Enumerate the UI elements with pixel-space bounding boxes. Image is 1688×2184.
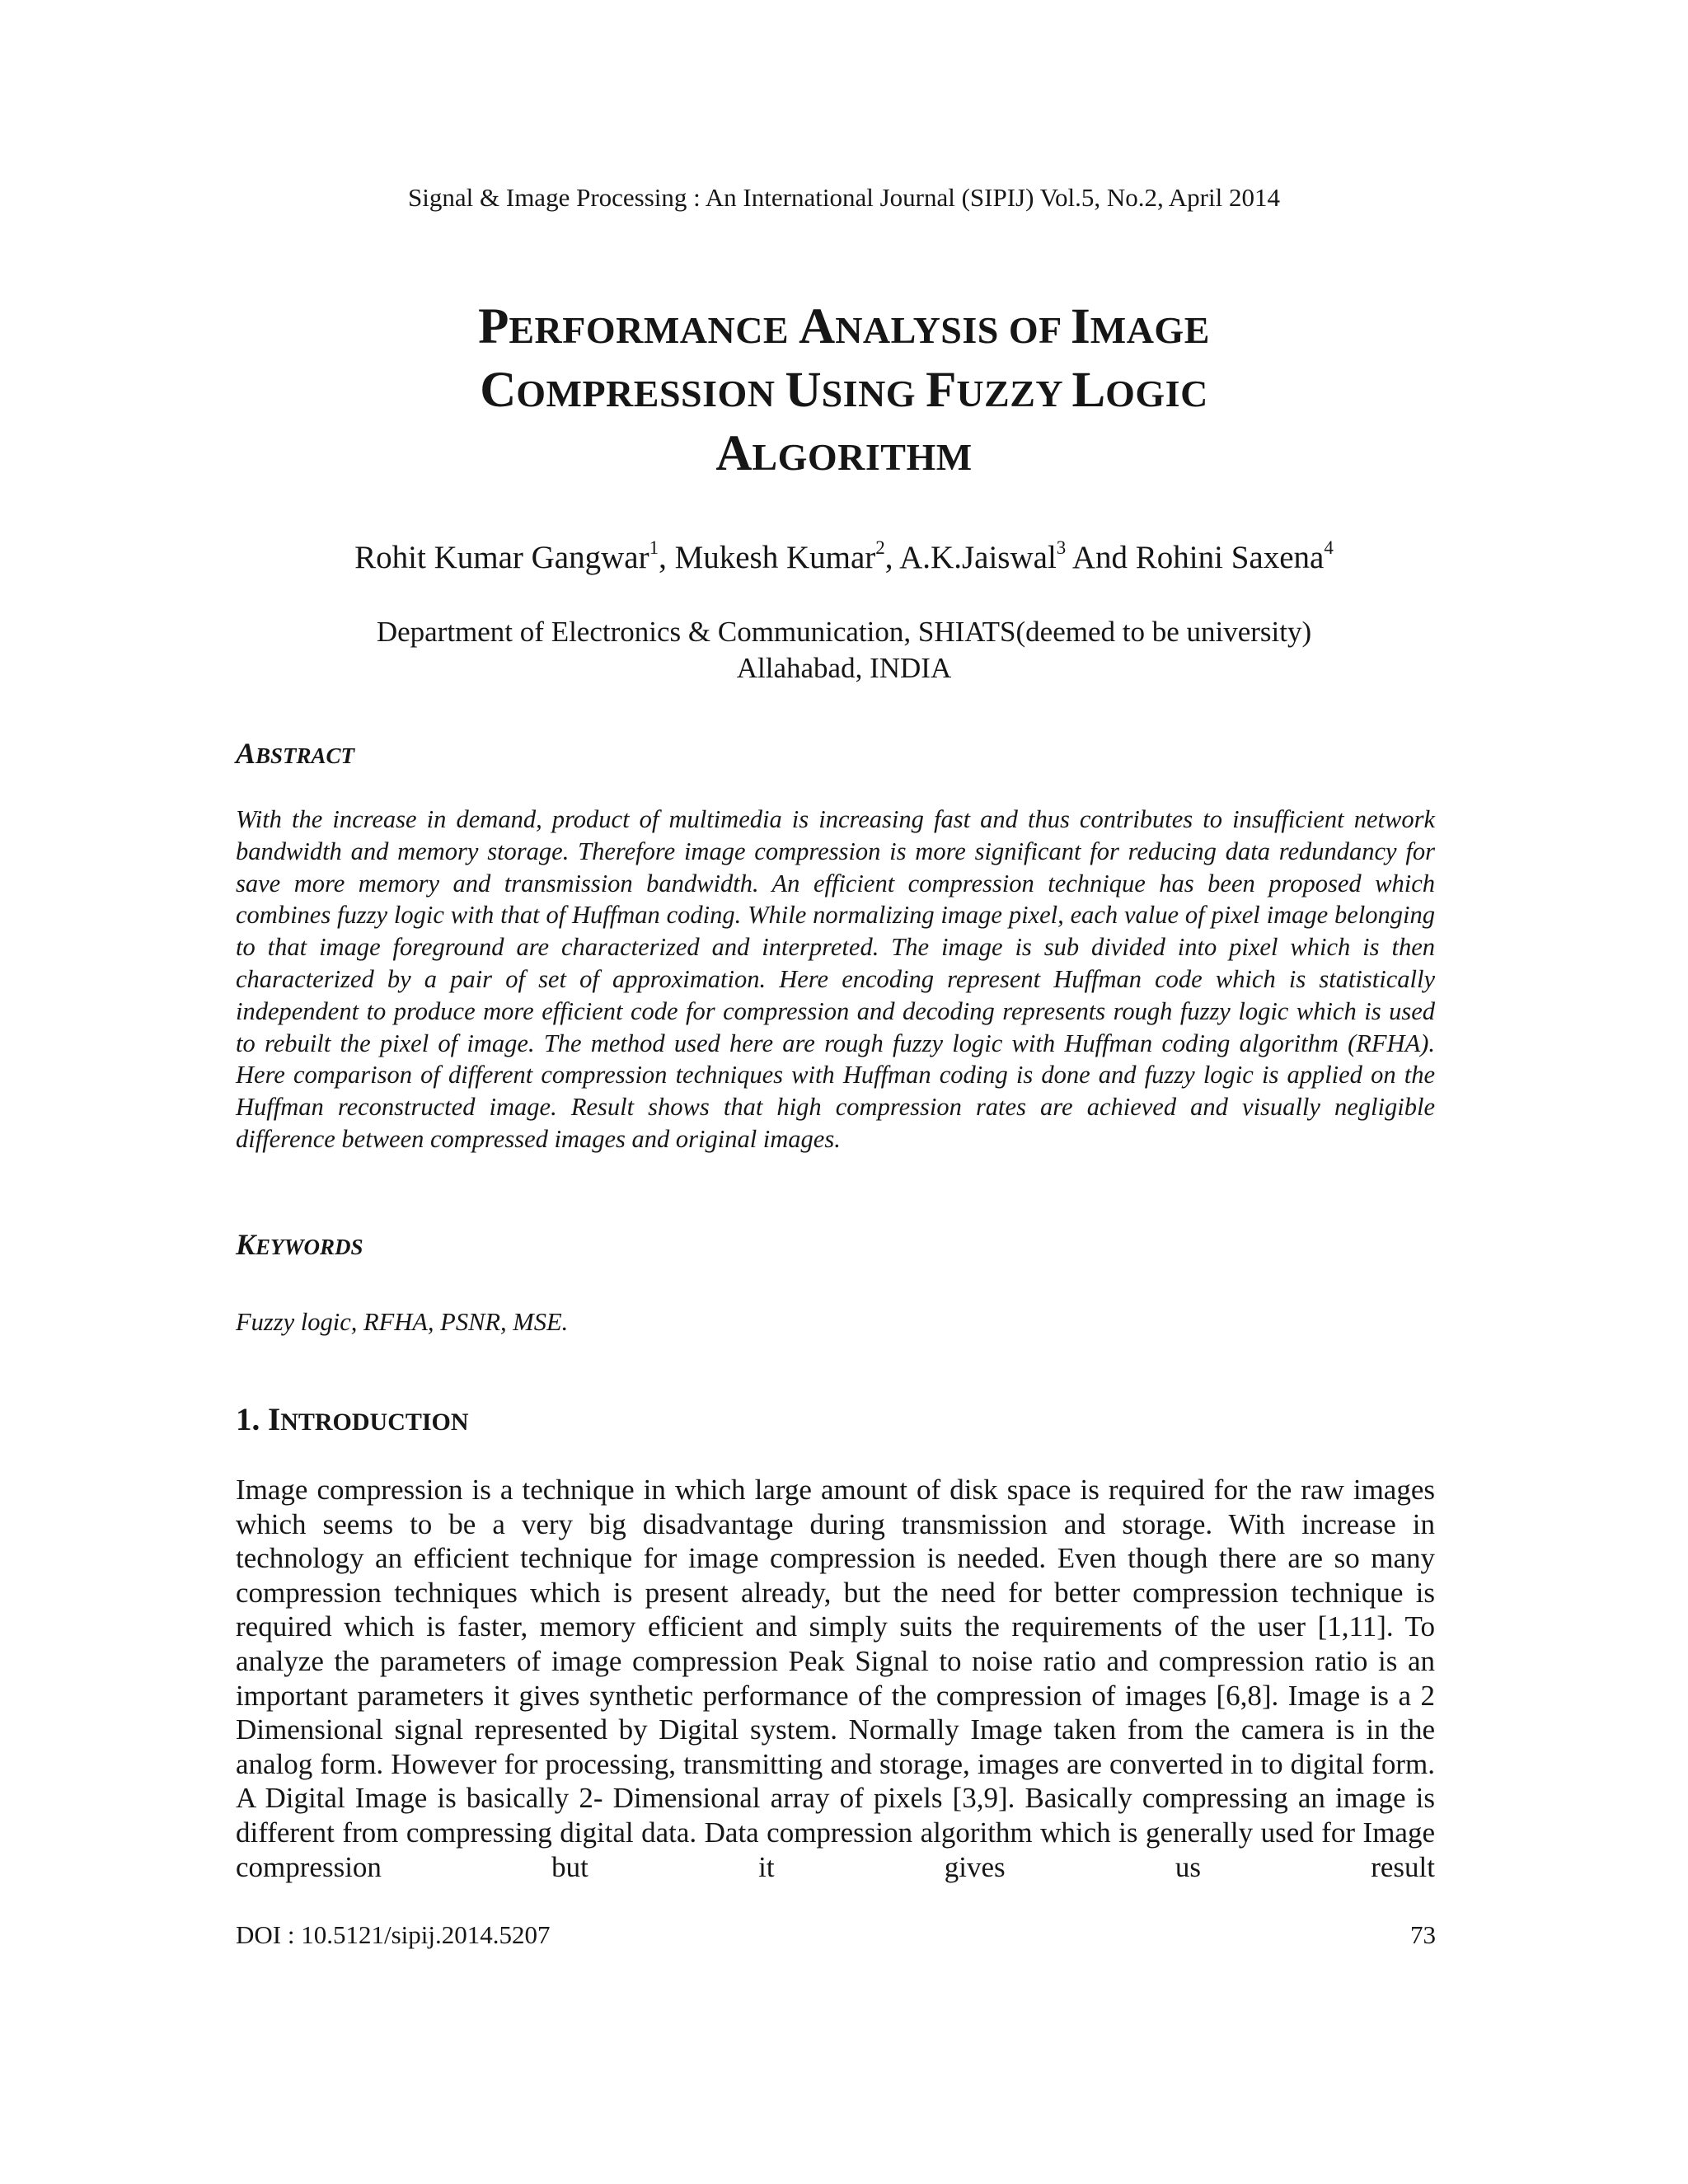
footer-doi: DOI : 10.5121/sipij.2014.5207 [236,1920,551,1949]
heading-cap: K [236,1228,256,1261]
author-separator: , [884,540,900,575]
title-smallcaps: NALYSIS OF [835,309,1071,351]
author-name: Mukesh Kumar [674,540,876,575]
title-line-1 [0,297,1688,360]
author-affiliation-mark: 3 [1056,537,1067,558]
running-head: Signal & Image Processing : An International Journal (SIPIJ) Vol.5, No.2, April 2014 [408,183,1280,212]
author-affiliation-mark: 4 [1324,537,1334,558]
heading-number: 1. I [236,1402,281,1437]
author-separator: , [659,540,675,575]
title-smallcaps: SING [821,373,926,415]
title-smallcaps: MAGE [1090,309,1210,351]
author-name: Rohini Saxena [1135,540,1325,575]
title-smallcaps: UZZY [956,373,1072,415]
author-affiliation-mark: 2 [875,537,885,558]
title-smallcaps: OGIC [1105,373,1208,415]
author-list [0,539,1688,576]
title-cap: U [785,363,822,418]
affiliation-location: Allahabad, INDIA [736,652,952,684]
author-name: A.K.Jaiswal [899,540,1057,575]
heading-smallcaps: BSTRACT [256,743,355,768]
title-cap: L [1071,363,1106,418]
abstract-heading [236,736,354,771]
keywords-heading [236,1227,363,1262]
title-smallcaps: ERFORMANCE [509,309,799,351]
title-cap: C [480,363,517,418]
title-cap: F [926,363,957,418]
keywords-text: Fuzzy logic, RFHA, PSNR, MSE. [236,1308,569,1336]
title-smallcaps: LGORITHM [752,436,973,478]
heading-smallcaps: EYWORDS [256,1235,363,1259]
title-line-2 [0,360,1688,424]
author-affiliation-mark: 1 [649,537,659,558]
title-cap: A [799,299,836,354]
title-line-3 [0,424,1688,487]
author-separator: And [1066,540,1136,575]
author-name: Rohit Kumar Gangwar [354,540,649,575]
paper-title [0,297,1688,487]
affiliation-department: Department of Electronics & Communication, SHIATS(deemed to be university) [376,616,1312,648]
heading-smallcaps: NTRODUCTION [280,1408,469,1436]
title-cap: A [715,426,753,481]
affiliation [0,614,1688,687]
introduction-text: Image compression is a technique in which large amount of disk space is required for the raw images which seems to be a very big disadvantage during transmission and storage. With increase in technology an efficient technique for image compression is needed. Even though there are so many compression techniques which is present already, but the need for better compression technique is required which is faster, memory efficient and simply suits the requirements of the user [1,11]. To analyze the parameters of image compression Peak Signal to noise ratio and compression ratio is an important parameters it gives synthetic performance of the compression of images [6,8]. Image is a 2 Dimensional signal represented by Digital system. Normally Image taken from the camera is in the analog form. However for processing, transmitting and storage, images are converted in to digital form. A Digital Image is basically 2- Dimensional array of pixels [3,9]. Basically compressing an image is different from compressing digital data. Data compression algorithm which is generally used for Image compression but it gives us result [236,1474,1435,1883]
title-cap: I [1071,299,1090,354]
title-cap: P [478,299,509,354]
introduction-heading [236,1401,469,1438]
title-smallcaps: OMPRESSION [516,373,785,415]
page-number: 73 [1410,1920,1436,1949]
abstract-text: With the increase in demand, product of multimedia is increasing fast and thus contributes to insufficient network bandwidth and memory storage. Therefore image compression is more significant for reducing data redundancy for save more memory and transmission bandwidth. An efficient compression technique has been proposed which combines fuzzy logic with that of Huffman coding. While normalizing image pixel, each value of pixel image belonging to that image foreground are characterized and interpreted. The image is sub divided into pixel which is then characterized by a pair of set of approximation. Here encoding represent Huffman code which is statistically independent to produce more efficient code for compression and decoding represents rough fuzzy logic which is used to rebuilt the pixel of image. The method used here are rough fuzzy logic with Huffman coding algorithm (RFHA). Here comparison of different compression techniques with Huffman coding is done and fuzzy logic is applied on the Huffman reconstructed image. Result shows that high compression rates are achieved and visually negligible difference between compressed images and original images. [236,805,1435,1153]
heading-cap: A [236,737,256,770]
